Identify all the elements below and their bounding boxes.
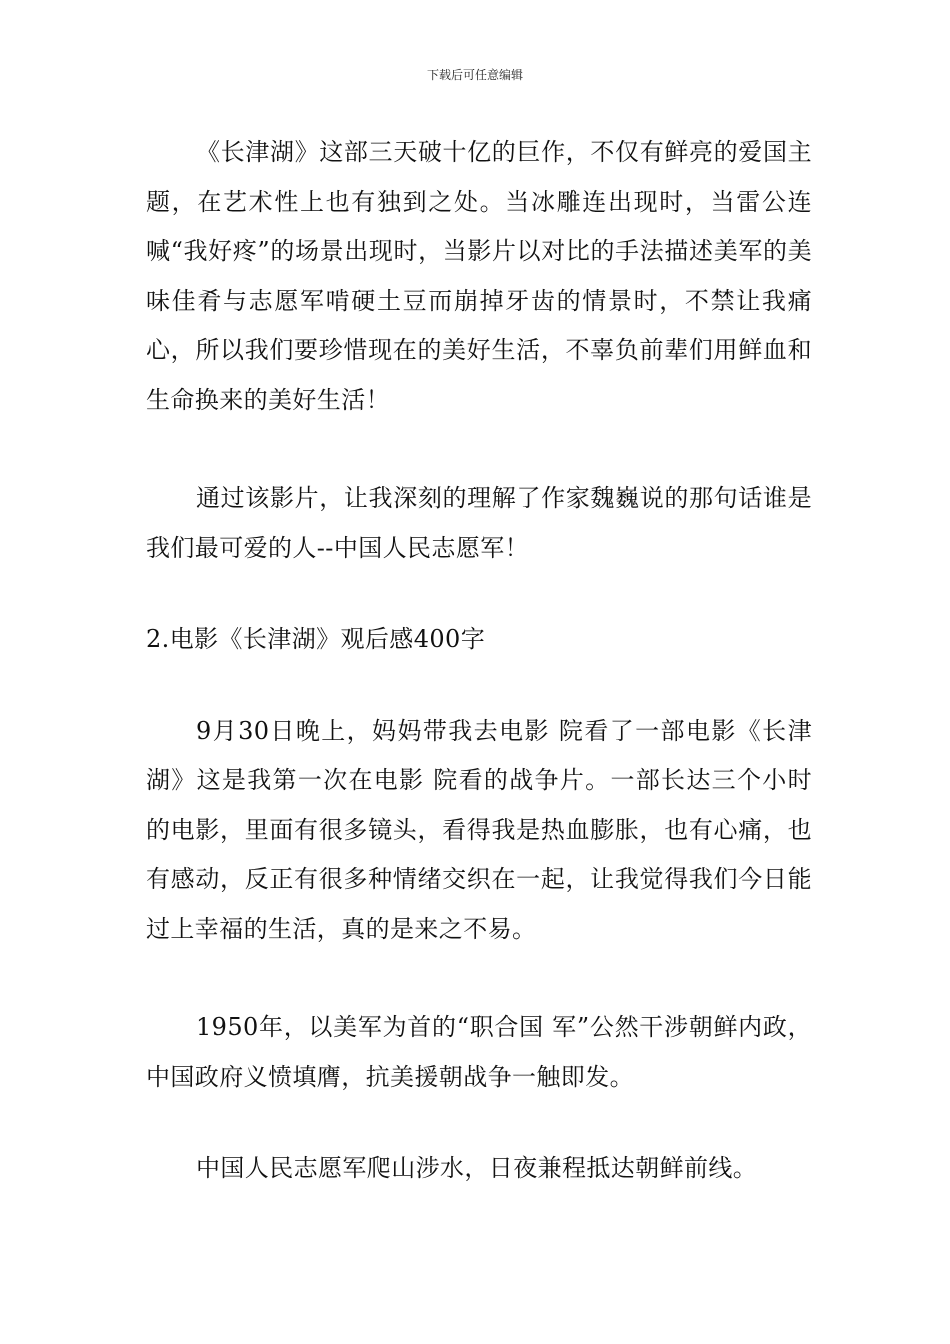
section-heading: 2.电影《长津湖》观后感400字 [146, 625, 486, 653]
paragraph-film-review-intro: 《长津湖》这部三天破十亿的巨作，不仅有鲜亮的爱国主题，在艺术性上也有独到之处。当冰雕连出现时，当雷公连喊“我好疼”的场景出现时，当影片以对比的手法描述美军的美味佳肴与志愿军啃硬土豆而崩掉牙齿的情景时，不禁让我痛心，所以我们要珍惜现在的美好生活，不辜负前辈们用鲜血和生命换来的美好生活！ [146, 138, 812, 414]
paragraph-film-review-conclusion: 通过该影片，让我深刻的理解了作家魏巍说的那句话谁是我们最可爱的人--中国人民志愿军！ [146, 484, 812, 562]
paragraph-war-outbreak: 1950年，以美军为首的“职合国 军”公然干涉朝鲜内政，中国政府义愤填膺，抗美援朝战争一触即发。 [146, 1013, 812, 1091]
paragraph-volunteer-army: 中国人民志愿军爬山涉水，日夜兼程抵达朝鲜前线。 [196, 1154, 758, 1182]
paragraph-cinema-visit: 9月30日晚上，妈妈带我去电影 院看了一部电影《长津湖》这是我第一次在电影 院看的战争片。一部长达三个小时的电影，里面有很多镜头，看得我是热血膨胀，也有心痛，也有感动，反正有很多种情绪交织在一起，让我觉得我们今日能过上幸福的生活，真的是来之不易。 [146, 716, 812, 943]
document-body [146, 128, 812, 1194]
page-header: 下载后可任意编辑 [426, 68, 523, 82]
